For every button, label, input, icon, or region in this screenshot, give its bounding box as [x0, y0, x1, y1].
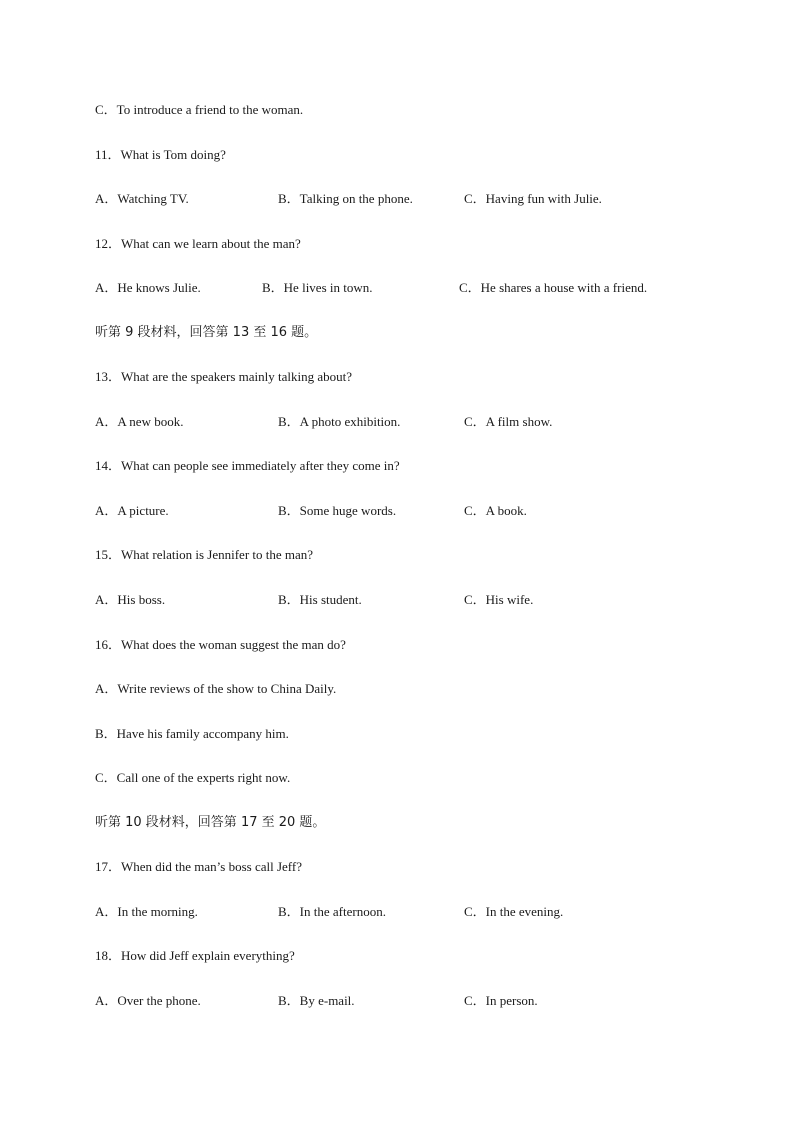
- q10-option-c: C．To introduce a friend to the woman.: [95, 102, 304, 117]
- q13-option-a: A．A new book.: [95, 414, 184, 429]
- section-10-heading: 听第 10 段材料，回答第 17 至 20 题。: [95, 815, 326, 830]
- question-18: 18．How did Jeff explain everything?: [95, 948, 295, 963]
- q17-option-c: C．In the evening.: [464, 904, 564, 919]
- q16-option-a: A．Write reviews of the show to China Daily.: [95, 681, 337, 696]
- question-12: 12．What can we learn about the man?: [95, 236, 301, 251]
- q11-option-a: A．Watching TV.: [95, 191, 189, 206]
- question-17-options: [95, 904, 715, 920]
- q11-option-c: C．Having fun with Julie.: [464, 191, 602, 206]
- q16-option-c: C．Call one of the experts right now.: [95, 770, 291, 785]
- q16-option-b: B．Have his family accompany him.: [95, 726, 289, 741]
- q15-option-c: C．His wife.: [464, 592, 534, 607]
- q12-option-a: A．He knows Julie.: [95, 280, 201, 295]
- q13-option-c: C．A film show.: [464, 414, 553, 429]
- q14-option-a: A．A picture.: [95, 503, 169, 518]
- q15-option-a: A．His boss.: [95, 592, 166, 607]
- question-13-options: [95, 414, 715, 430]
- q14-option-c: C．A book.: [464, 503, 527, 518]
- q13-option-b: B．A photo exhibition.: [278, 414, 401, 429]
- q18-option-a: A．Over the phone.: [95, 993, 201, 1008]
- q12-option-b: B．He lives in town.: [262, 280, 373, 295]
- question-14: 14．What can people see immediately after they come in?: [95, 458, 400, 473]
- question-17: 17．When did the man’s boss call Jeff?: [95, 859, 302, 874]
- q12-option-c: C．He shares a house with a friend.: [459, 280, 648, 295]
- q17-option-a: A．In the morning.: [95, 904, 198, 919]
- q14-option-b: B．Some huge words.: [278, 503, 397, 518]
- question-14-options: [95, 503, 715, 519]
- section-9-heading: 听第 9 段材料，回答第 13 至 16 题。: [95, 325, 318, 340]
- q18-option-b: B．By e-mail.: [278, 993, 355, 1008]
- question-11-options: [95, 191, 715, 207]
- q17-option-b: B．In the afternoon.: [278, 904, 386, 919]
- q15-option-b: B．His student.: [278, 592, 362, 607]
- question-15-options: [95, 592, 715, 608]
- question-18-options: [95, 993, 715, 1009]
- q18-option-c: C．In person.: [464, 993, 538, 1008]
- q11-option-b: B．Talking on the phone.: [278, 191, 413, 206]
- question-15: 15．What relation is Jennifer to the man?: [95, 547, 314, 562]
- question-16: 16．What does the woman suggest the man do?: [95, 637, 346, 652]
- question-11: 11．What is Tom doing?: [95, 147, 226, 162]
- question-12-options: [95, 280, 715, 296]
- question-13: 13．What are the speakers mainly talking about?: [95, 369, 353, 384]
